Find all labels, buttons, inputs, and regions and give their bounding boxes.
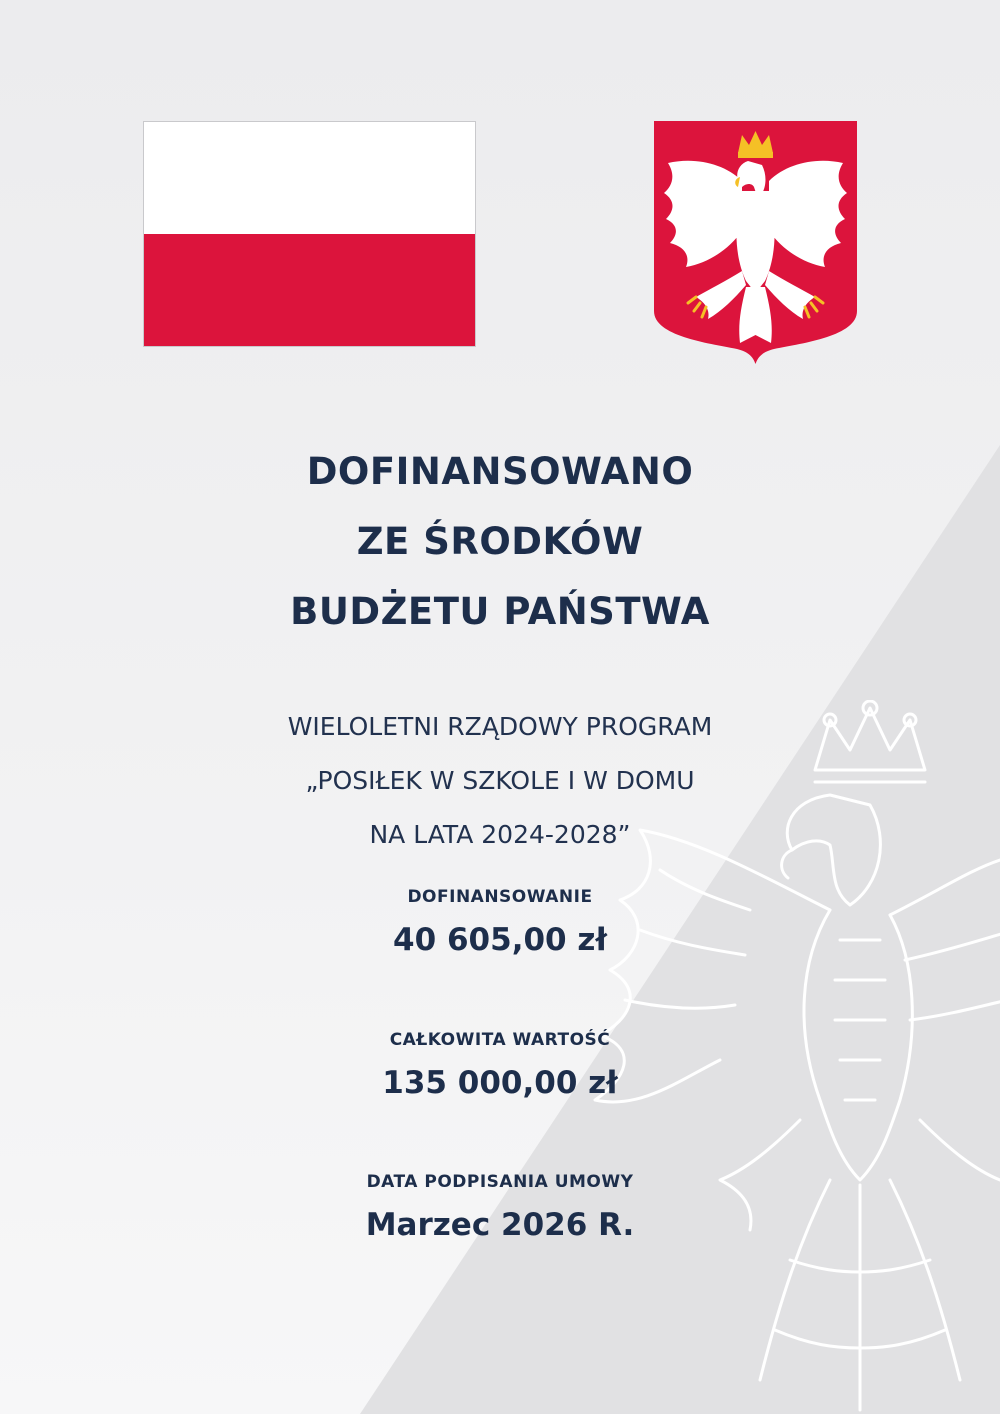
- total-value-label: CAŁKOWITA WARTOŚĆ: [389, 1030, 611, 1050]
- white-eagle-emblem-icon: [654, 121, 857, 364]
- signing-date-value: Marzec 2026 R.: [365, 1207, 635, 1243]
- funding-label: DOFINANSOWANIE: [407, 887, 593, 907]
- headline-line-1: DOFINANSOWANO: [306, 450, 694, 493]
- headline-line-2: ZE ŚRODKÓW: [356, 520, 644, 563]
- program-line-3: NA LATA 2024-2028”: [369, 820, 631, 849]
- program-name: [0, 700, 1000, 862]
- headline: [0, 437, 1000, 647]
- flag-red-stripe: [144, 234, 475, 346]
- funding-value: 40 605,00 zł: [393, 922, 607, 958]
- program-line-2: „POSIŁEK W SZKOLE I W DOMU: [305, 766, 695, 795]
- total-value: 135 000,00 zł: [382, 1065, 618, 1101]
- program-line-1: WIELOLETNI RZĄDOWY PROGRAM: [287, 712, 713, 741]
- flag-white-stripe: [144, 122, 475, 234]
- headline-line-3: BUDŻETU PAŃSTWA: [290, 590, 710, 633]
- polish-flag-icon: [143, 121, 476, 347]
- signing-date-label: DATA PODPISANIA UMOWY: [366, 1172, 634, 1192]
